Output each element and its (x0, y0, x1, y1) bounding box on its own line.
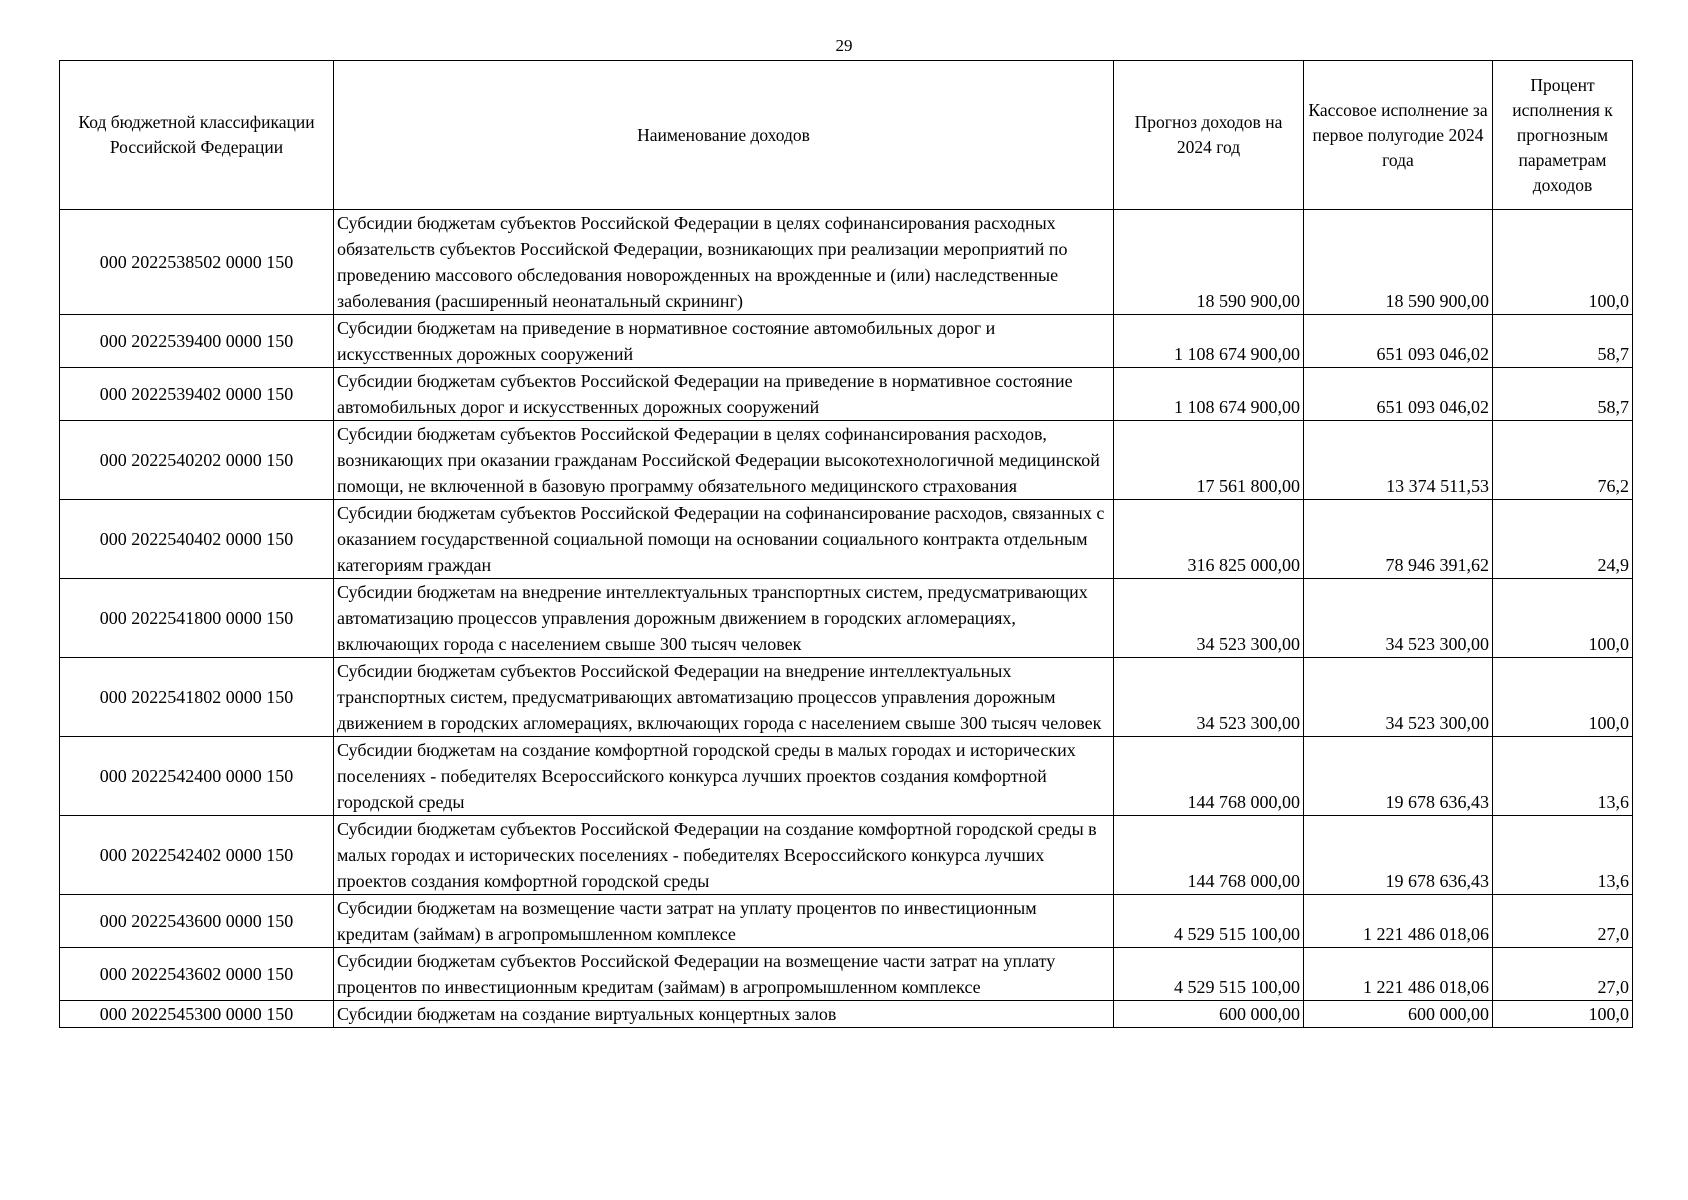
row-execution: 651 093 046,02 (1304, 315, 1493, 368)
row-code: 000 2022539402 0000 150 (60, 368, 334, 421)
table-row (60, 500, 1633, 579)
row-name: Субсидии бюджетам на внедрение интеллектуальных транспортных систем, предусматривающих автоматизацию процессов управления дорожным движением в городских агломерациях, включающих города с населением свыше 300 тысяч человек (334, 579, 1114, 658)
table-row (60, 737, 1633, 816)
row-percent: 76,2 (1493, 421, 1633, 500)
row-execution: 34 523 300,00 (1304, 658, 1493, 737)
row-forecast: 34 523 300,00 (1114, 658, 1304, 737)
row-code: 000 2022540202 0000 150 (60, 421, 334, 500)
table-row (60, 658, 1633, 737)
row-forecast: 600 000,00 (1114, 1001, 1304, 1028)
table-row (60, 210, 1633, 315)
row-code: 000 2022542400 0000 150 (60, 737, 334, 816)
row-forecast: 316 825 000,00 (1114, 500, 1304, 579)
table-row (60, 315, 1633, 368)
revenue-table (59, 60, 1633, 1028)
row-name: Субсидии бюджетам на создание комфортной городской среды в малых городах и исторических поселениях - победителях Всероссийского конкурса лучших проектов создания комфортной городской среды (334, 737, 1114, 816)
row-percent: 100,0 (1493, 1001, 1633, 1028)
row-code: 000 2022543602 0000 150 (60, 948, 334, 1001)
row-forecast: 34 523 300,00 (1114, 579, 1304, 658)
row-forecast: 4 529 515 100,00 (1114, 895, 1304, 948)
row-name: Субсидии бюджетам субъектов Российской Федерации в целях софинансирования расходов, возникающих при оказании гражданам Российской Федерации высокотехнологичной медицинской помощи, не включенной в базовую программу обязательного медицинского страхования (334, 421, 1114, 500)
row-execution: 78 946 391,62 (1304, 500, 1493, 579)
row-percent: 27,0 (1493, 895, 1633, 948)
header-name: Наименование доходов (334, 61, 1114, 210)
row-percent: 13,6 (1493, 737, 1633, 816)
row-name: Субсидии бюджетам на приведение в нормативное состояние автомобильных дорог и искусственных дорожных сооружений (334, 315, 1114, 368)
row-code: 000 2022541800 0000 150 (60, 579, 334, 658)
table-row (60, 579, 1633, 658)
table-row (60, 1001, 1633, 1028)
row-code: 000 2022545300 0000 150 (60, 1001, 334, 1028)
row-percent: 58,7 (1493, 368, 1633, 421)
table-row (60, 895, 1633, 948)
header-percent: Процент исполнения к прогнозным параметрам доходов (1493, 61, 1633, 210)
row-execution: 19 678 636,43 (1304, 816, 1493, 895)
row-percent: 100,0 (1493, 658, 1633, 737)
row-name: Субсидии бюджетам субъектов Российской Федерации в целях софинансирования расходных обязательств субъектов Российской Федерации, возникающих при реализации мероприятий по проведению массового обследования новорожденных на врожденные и (или) наследственные заболевания (расширенный неонатальный скрининг) (334, 210, 1114, 315)
table-body (60, 210, 1633, 1028)
row-forecast: 18 590 900,00 (1114, 210, 1304, 315)
page-number: 29 (835, 36, 853, 55)
header-execution: Кассовое исполнение за первое полугодие 2024 года (1304, 61, 1493, 210)
row-forecast: 144 768 000,00 (1114, 816, 1304, 895)
row-code: 000 2022541802 0000 150 (60, 658, 334, 737)
row-forecast: 1 108 674 900,00 (1114, 315, 1304, 368)
row-name: Субсидии бюджетам на создание виртуальных концертных залов (334, 1001, 1114, 1028)
row-forecast: 144 768 000,00 (1114, 737, 1304, 816)
row-percent: 100,0 (1493, 579, 1633, 658)
row-name: Субсидии бюджетам субъектов Российской Федерации на возмещение части затрат на уплату процентов по инвестиционным кредитам (займам) в агропромышленном комплексе (334, 948, 1114, 1001)
row-code: 000 2022542402 0000 150 (60, 816, 334, 895)
row-execution: 34 523 300,00 (1304, 579, 1493, 658)
row-percent: 58,7 (1493, 315, 1633, 368)
row-name: Субсидии бюджетам субъектов Российской Федерации на внедрение интеллектуальных транспортных систем, предусматривающих автоматизацию процессов управления дорожным движением в городских агломерациях, включающих города с населением свыше 300 тысяч человек (334, 658, 1114, 737)
row-execution: 13 374 511,53 (1304, 421, 1493, 500)
row-execution: 1 221 486 018,06 (1304, 948, 1493, 1001)
header-code: Код бюджетной классификации Российской Федерации (60, 61, 334, 210)
row-name: Субсидии бюджетам субъектов Российской Федерации на софинансирование расходов, связанных с оказанием государственной социальной помощи на основании социального контракта отдельным категориям граждан (334, 500, 1114, 579)
row-name: Субсидии бюджетам на возмещение части затрат на уплату процентов по инвестиционным кредитам (займам) в агропромышленном комплексе (334, 895, 1114, 948)
row-code: 000 2022539400 0000 150 (60, 315, 334, 368)
row-code: 000 2022540402 0000 150 (60, 500, 334, 579)
table-row (60, 421, 1633, 500)
row-code: 000 2022543600 0000 150 (60, 895, 334, 948)
table-header-row (60, 61, 1633, 210)
row-forecast: 1 108 674 900,00 (1114, 368, 1304, 421)
row-name: Субсидии бюджетам субъектов Российской Федерации на приведение в нормативное состояние автомобильных дорог и искусственных дорожных сооружений (334, 368, 1114, 421)
row-execution: 19 678 636,43 (1304, 737, 1493, 816)
header-forecast: Прогноз доходов на 2024 год (1114, 61, 1304, 210)
row-code: 000 2022538502 0000 150 (60, 210, 334, 315)
row-name: Субсидии бюджетам субъектов Российской Федерации на создание комфортной городской среды в малых городах и исторических поселениях - победителях Всероссийского конкурса лучших проектов создания комфортной городской среды (334, 816, 1114, 895)
row-execution: 600 000,00 (1304, 1001, 1493, 1028)
row-execution: 1 221 486 018,06 (1304, 895, 1493, 948)
row-percent: 100,0 (1493, 210, 1633, 315)
row-forecast: 17 561 800,00 (1114, 421, 1304, 500)
row-execution: 18 590 900,00 (1304, 210, 1493, 315)
row-percent: 27,0 (1493, 948, 1633, 1001)
table-row (60, 948, 1633, 1001)
row-execution: 651 093 046,02 (1304, 368, 1493, 421)
row-forecast: 4 529 515 100,00 (1114, 948, 1304, 1001)
row-percent: 24,9 (1493, 500, 1633, 579)
table-row (60, 816, 1633, 895)
row-percent: 13,6 (1493, 816, 1633, 895)
table-row (60, 368, 1633, 421)
